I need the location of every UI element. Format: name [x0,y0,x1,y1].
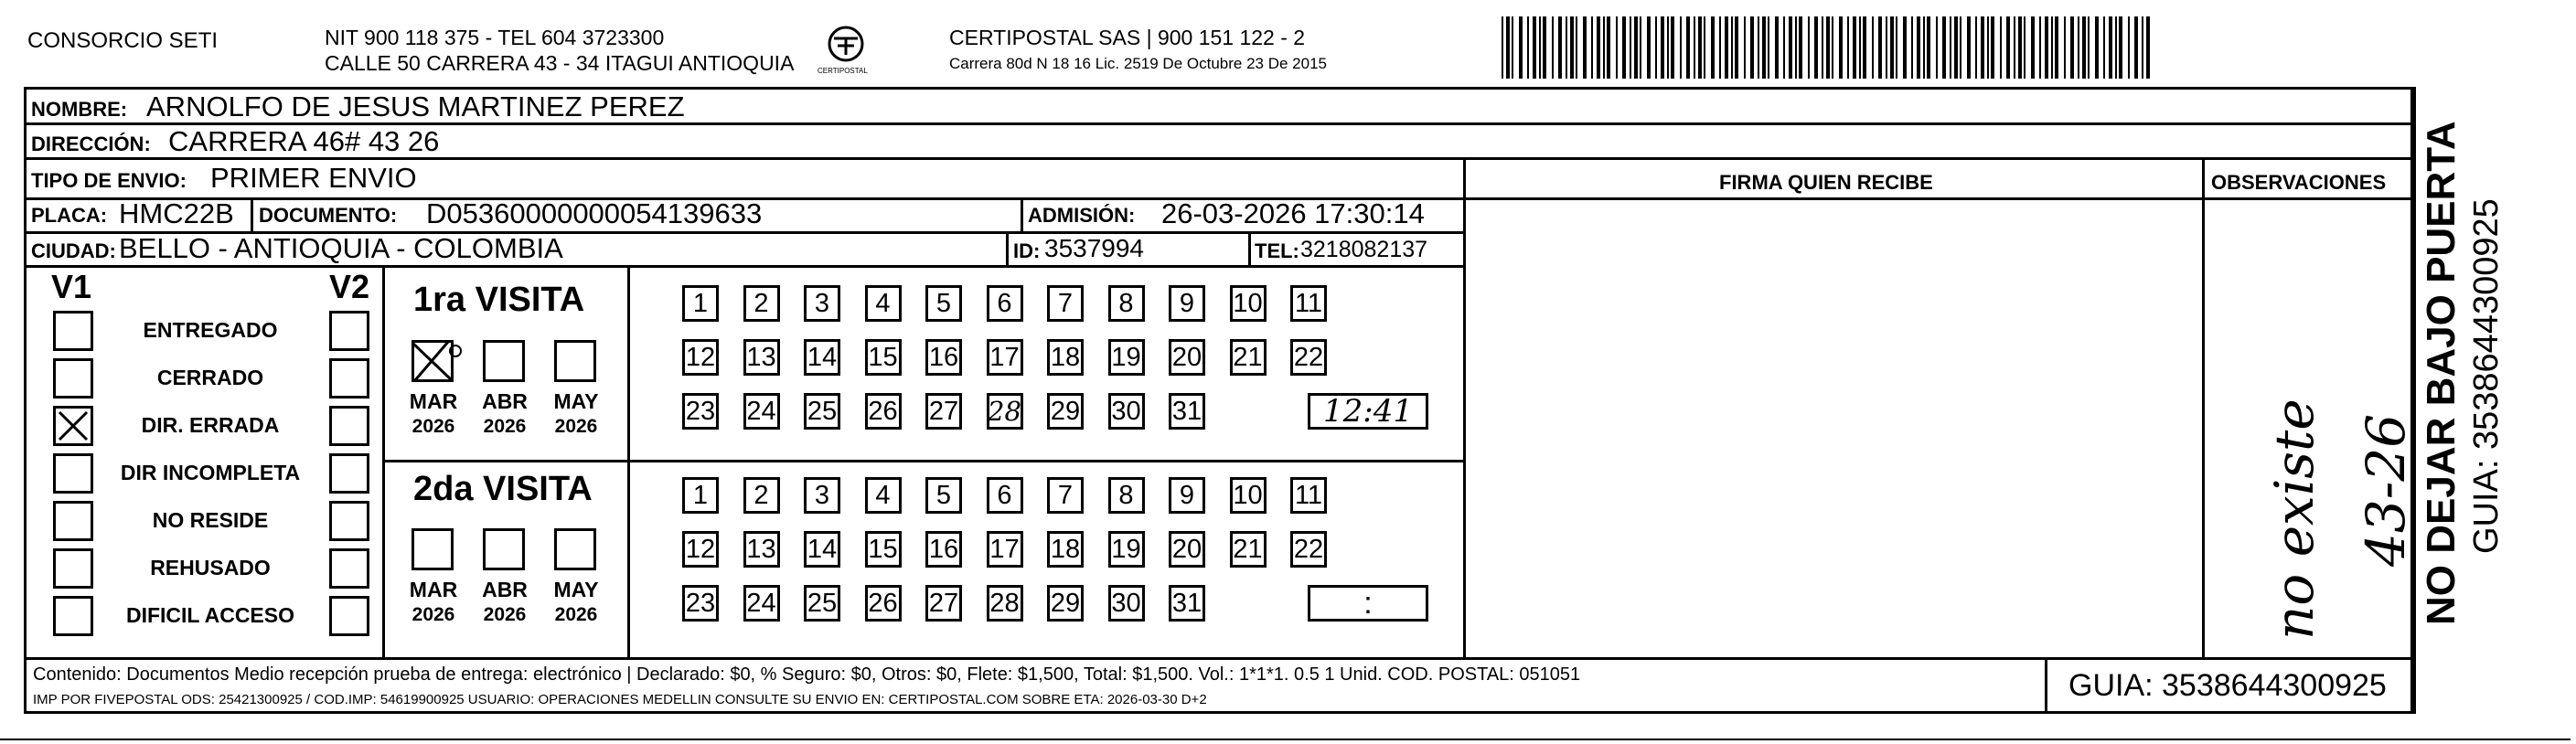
visit2-day-box[interactable]: 16 [925,531,962,568]
visit2-year-label: 2026 [554,604,598,625]
nombre-value: ARNOLFO DE JESUS MARTINEZ PEREZ [146,90,685,122]
visit2-day-box[interactable]: 11 [1290,477,1327,514]
visit1-day-box[interactable]: 11 [1290,285,1327,322]
visit2-day-box[interactable]: 12 [682,531,719,568]
firma-header: FIRMA QUIEN RECIBE [1719,171,1933,194]
visit1-year-label: 2026 [554,416,598,437]
visit2-day-box[interactable]: 18 [1047,531,1084,568]
visit2-year-label: 2026 [412,604,455,625]
visit1-day-box[interactable]: 20 [1169,339,1205,376]
visit1-month-label: ABR [482,389,528,413]
id-value: 3537994 [1044,234,1145,262]
license-line: Carrera 80d N 18 16 Lic. 2519 De Octubre 23 De 2015 [949,55,1327,72]
visit1-day-box[interactable]: 7 [1047,285,1084,322]
v2-label: V2 [329,268,370,305]
visit1-day-box[interactable]: 23 [682,393,719,430]
placa-value: HMC22B [119,197,234,229]
handwritten-note-1: no existe [2263,399,2325,640]
status-label: NO RESIDE [152,508,269,532]
ciudad-value: BELLO - ANTIOQUIA - COLOMBIA [119,232,563,264]
visit2-day-box[interactable]: 20 [1169,531,1205,568]
visit2-day-box[interactable]: 27 [925,585,962,622]
visit2-day-box[interactable]: 15 [865,531,902,568]
documento-value: D05360000000054139633 [426,197,763,229]
visit2-day-box[interactable]: 24 [743,585,780,622]
direccion-value: CARRERA 46# 43 26 [168,125,440,157]
certipostal-logo [814,22,878,79]
visit2-day-box[interactable]: 9 [1169,477,1205,514]
visit1-day-box[interactable]: 24 [743,393,780,430]
visit1-day-box[interactable]: 29 [1047,393,1084,430]
visit1-time-box[interactable]: 12:41 [1308,393,1428,430]
visit2-day-box[interactable]: 28 [987,585,1023,622]
visit2-day-box[interactable]: 29 [1047,585,1084,622]
visit1-day-box[interactable]: 8 [1108,285,1145,322]
visit1-day-box[interactable]: 14 [804,339,840,376]
visit2-month-box[interactable] [554,528,596,570]
visit1-year-label: 2026 [483,416,527,437]
visit2-year-label: 2026 [483,604,527,625]
visit1-day-box[interactable]: 1 [682,285,719,322]
observaciones-header: OBSERVACIONES [2211,171,2387,194]
visit2-day-box[interactable]: 26 [865,585,902,622]
visit1-day-box[interactable]: 21 [1230,339,1267,376]
visit1-day-box[interactable]: 27 [925,393,962,430]
visit1-day-box[interactable]: 16 [925,339,962,376]
visit2-day-box[interactable]: 1 [682,477,719,514]
visit1-day-box[interactable]: 26 [865,393,902,430]
visit2-month-box[interactable] [412,528,454,570]
visit1-day-box[interactable]: 17 [987,339,1023,376]
visit2-day-box[interactable]: 31 [1169,585,1205,622]
tel-label: TEL: [1255,239,1299,262]
documento-label: DOCUMENTO: [259,204,398,227]
visit2-day-box[interactable]: 17 [987,531,1023,568]
visit2-month-label: MAR [409,578,458,601]
status-label: CERRADO [156,366,264,389]
visit2-day-box[interactable]: 5 [925,477,962,514]
visit2-day-box[interactable]: 2 [743,477,780,514]
visit1-day-box[interactable]: 18 [1047,339,1084,376]
visit1-title: 1ra VISITA [413,281,585,319]
visit2-day-box[interactable]: 6 [987,477,1023,514]
visit2-day-box[interactable]: 3 [804,477,840,514]
status-label: DIR. ERRADA [141,413,280,437]
visit1-month-label: MAR [409,389,458,413]
visit2-day-box[interactable]: 4 [865,477,902,514]
visit1-year-label: 2026 [412,416,455,437]
visit1-month-box[interactable] [554,340,596,382]
visit1-day-box[interactable]: 4 [865,285,902,322]
barcode [1502,16,2153,79]
status-label: DIFICIL ACCESO [125,603,294,627]
tipo-envio-value: PRIMER ENVIO [210,162,417,194]
admision-label: ADMISIÓN: [1028,204,1136,227]
certipostal-line: CERTIPOSTAL SAS | 900 151 122 - 2 [949,26,1306,49]
status-label: REHUSADO [150,556,271,579]
status-label: DIR INCOMPLETA [120,461,301,484]
ciudad-label: CIUDAD: [31,239,116,262]
visit1-day-box[interactable]: 28 [987,393,1023,430]
nombre-label: NOMBRE: [31,98,128,121]
visit1-day-box[interactable]: 31 [1169,393,1205,430]
visit2-day-box[interactable]: 22 [1290,531,1327,568]
visit1-day-box[interactable]: 10 [1230,285,1267,322]
visit2-month-label: MAY [553,578,599,601]
visit2-day-box[interactable]: 7 [1047,477,1084,514]
visit1-day-box[interactable]: 22 [1290,339,1327,376]
visit1-day-box[interactable]: 2 [743,285,780,322]
visit1-day-box[interactable]: 12 [682,339,719,376]
visit1-month-label: MAY [553,389,599,413]
side-warning: NO DEJAR BAJO PUERTA [2419,121,2464,625]
visit2-day-box[interactable]: 10 [1230,477,1267,514]
nit-line: NIT 900 118 375 - TEL 604 3723300 [325,26,665,49]
footer-guia: GUIA: 3538644300925 [2068,668,2387,703]
footer-contenido: Contenido: Documentos Medio recepción prueba de entrega: electrónico | Declarado: $0, % Seguro: $0, Otros: $0, Flete: $1,500, Total: $1,500. Vol.: 1*1*1. 0.5 1 Unid. COD. POSTAL: 051051 [33,664,1581,685]
visit2-day-box[interactable]: 19 [1108,531,1145,568]
visit1-day-box[interactable]: 25 [804,393,840,430]
id-label: ID: [1013,239,1041,262]
placa-label: PLACA: [31,204,108,227]
direccion-label: DIRECCIÓN: [31,133,151,155]
visit2-day-box[interactable]: 13 [743,531,780,568]
logo-caption: CERTIPOSTAL [818,67,868,75]
visit2-month-box[interactable] [483,528,525,570]
visit1-day-box[interactable]: 3 [804,285,840,322]
visit2-day-box[interactable]: 30 [1108,585,1145,622]
tipo-envio-label: TIPO DE ENVIO: [31,169,187,192]
footer-imp: IMP POR FIVEPOSTAL ODS: 25421300925 / COD.IMP: 54619900925 USUARIO: OPERACIONES MEDELLIN CONSULTE SU ENVIO EN: CERTIPOSTAL.COM SOBRE ETA: 2026-03-30 D+2 [33,692,1207,707]
visit1-day-box[interactable]: 5 [925,285,962,322]
visit2-month-label: ABR [482,578,528,601]
visit1-day-box[interactable]: 6 [987,285,1023,322]
visit2-day-box[interactable]: 23 [682,585,719,622]
admision-value: 26-03-2026 17:30:14 [1161,197,1425,229]
visit1-day-box[interactable]: 13 [743,339,780,376]
visit1-month-box[interactable] [412,340,454,382]
handwritten-note-2: 43-26 [2355,413,2417,567]
visit2-time-box[interactable]: : [1308,585,1428,622]
visit2-day-box[interactable]: 21 [1230,531,1267,568]
visit1-day-box[interactable]: 9 [1169,285,1205,322]
visit2-day-box[interactable]: 14 [804,531,840,568]
visit1-day-box[interactable]: 15 [865,339,902,376]
status-label: ENTREGADO [143,318,278,342]
side-guia: GUIA: 3538644300925 [2467,198,2506,554]
visit1-day-box[interactable]: 30 [1108,393,1145,430]
company-name: CONSORCIO SETI [27,28,219,53]
visit2-day-box[interactable]: 8 [1108,477,1145,514]
tel-value: 3218082137 [1300,237,1428,262]
visit1-day-box[interactable]: 19 [1108,339,1145,376]
visit1-month-box[interactable] [483,340,525,382]
visit2-title: 2da VISITA [413,470,593,508]
company-address: CALLE 50 CARRERA 43 - 34 ITAGUI ANTIOQUIA [325,51,795,75]
visit2-day-box[interactable]: 25 [804,585,840,622]
v1-label: V1 [51,268,92,305]
